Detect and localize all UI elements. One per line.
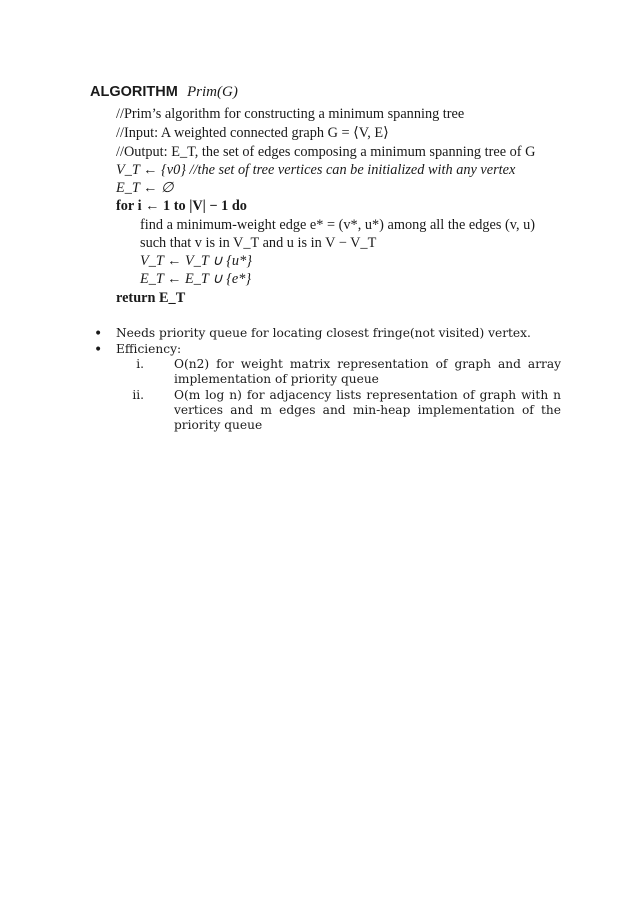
algorithm-line-5: E_T ← ∅ [116,180,174,196]
algorithm-keyword: ALGORITHM [90,84,178,100]
bullet-dot: • [94,342,103,358]
algorithm-line-7: find a minimum-weight edge e* = (v*, u*) among all the edges (v, u) [140,217,536,233]
efficiency-1-line-1: O(n2) for weight matrix representation of graph and array [174,357,561,371]
bullet-dot: • [94,326,103,342]
algorithm-line-9: V_T ← V_T ∪ {u*} [140,253,252,269]
algorithm-line-10: E_T ← E_T ∪ {e*} [140,271,252,287]
algorithm-line-3: //Output: E_T, the set of edges composing a minimum spanning tree of G [116,144,536,160]
algorithm-line-8: such that v is in V_T and u is in V − V_T [140,235,377,251]
algorithm-line-1: //Prim’s algorithm for constructing a minimum spanning tree [116,106,465,122]
efficiency-1-line-2: implementation of priority queue [174,372,379,386]
algorithm-line-6: for i ← 1 to |V| − 1 do [116,198,247,214]
efficiency-2-line-2: vertices and m edges and min-heap implementation of the [174,403,561,417]
bullet-text-2: Efficiency: [116,342,182,356]
efficiency-2-line-1: O(m log n) for adjacency lists representation of graph with n [174,388,561,402]
algorithm-name: Prim(G) [187,84,238,100]
algorithm-line-11: return E_T [116,290,186,306]
algorithm-line-4: V_T ← {v0} //the set of tree vertices can be initialized with any vertex [116,162,516,178]
list-number-2: ii. [132,388,144,402]
efficiency-2-line-3: priority queue [174,418,263,432]
list-number-1: i. [136,357,144,371]
algorithm-line-2: //Input: A weighted connected graph G = ⟨V, E⟩ [116,125,389,141]
bullet-text-1: Needs priority queue for locating closest fringe(not visited) vertex. [116,326,531,340]
